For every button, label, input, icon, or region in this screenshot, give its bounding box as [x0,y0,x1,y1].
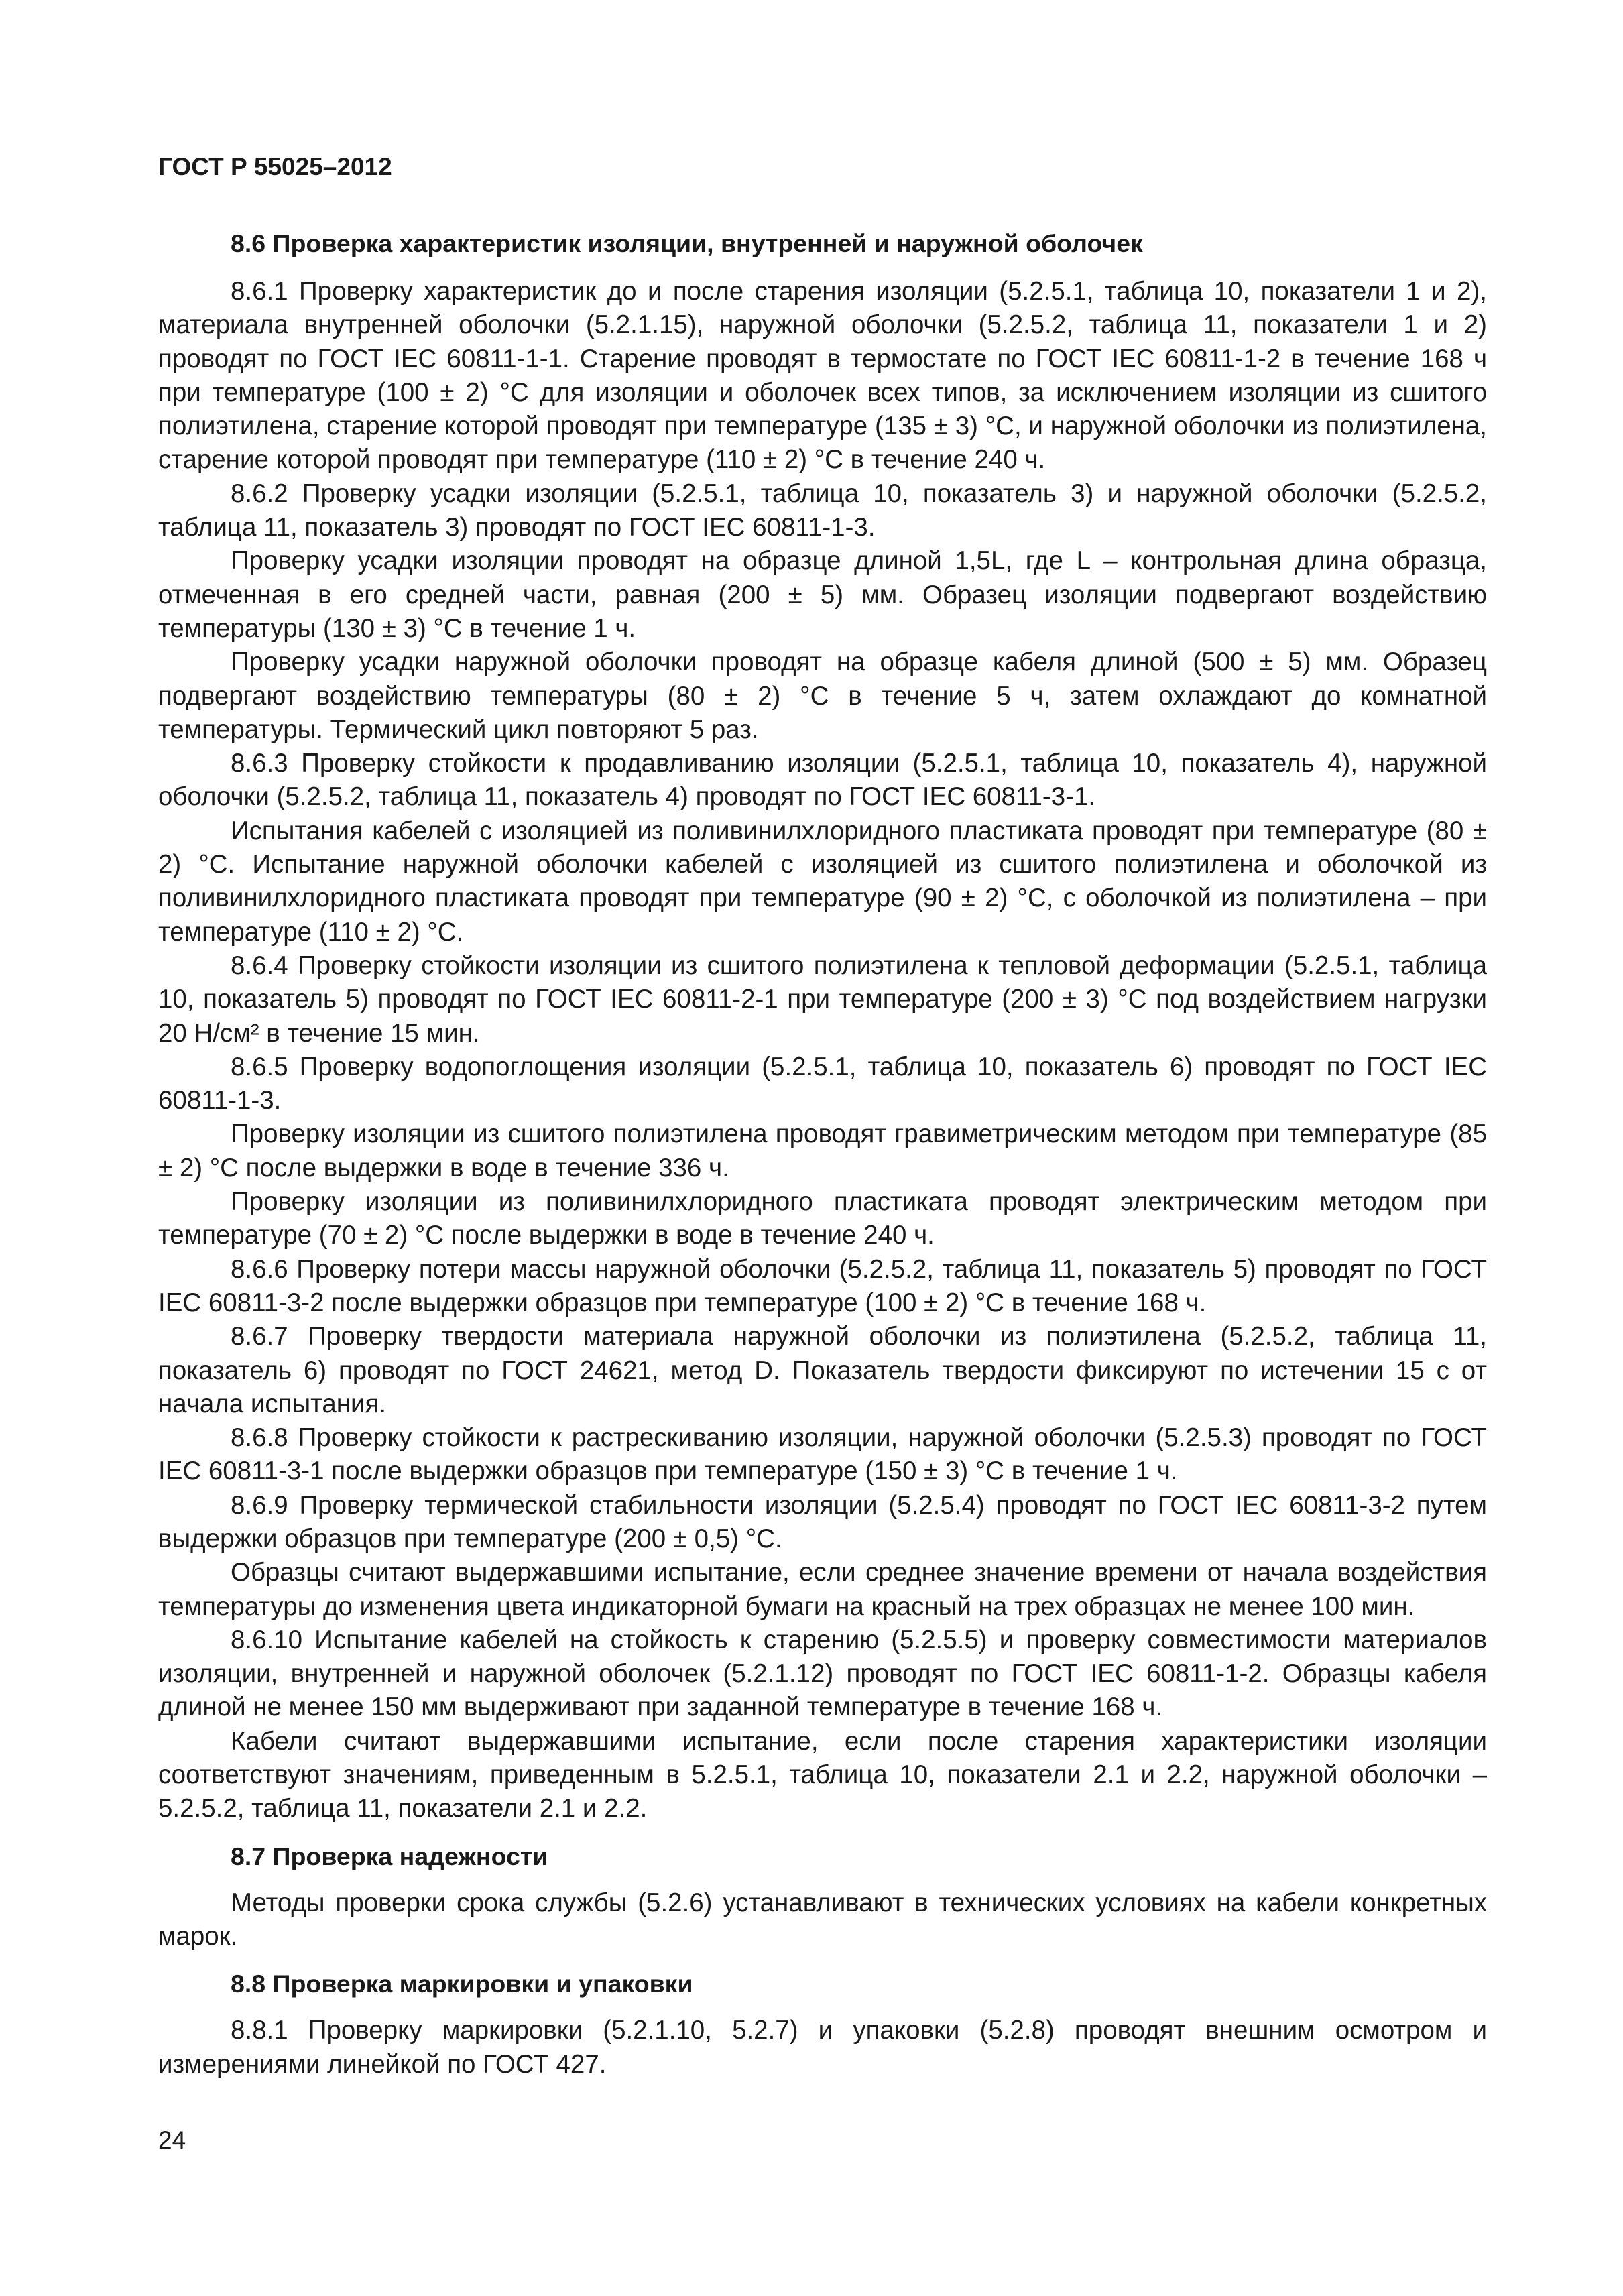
section-heading-8-6: 8.6 Проверка характеристик изоляции, внутренней и наружной оболочек [231,229,1143,257]
section-heading-8-7: 8.7 Проверка надежности [231,1841,548,1870]
paragraph-8-8-1: 8.8.1 Проверку маркировки (5.2.1.10, 5.2.7) и упаковки (5.2.8) проводят внешним осмотром и измерениями линейкой по ГОСТ 427. [158,2016,1487,2079]
paragraph-8-6-4: 8.6.4 Проверку стойкости изоляции из сшитого полиэтилена к тепловой деформации (5.2.5.1, таблица 10, показатель 5) проводят по ГОСТ IEC 60811-2-1 при температуре (200 ± 3) °С под воздействием нагрузки 20 Н/см² в течение 15 мин. [158,951,1487,1048]
paragraph-8-6-3: 8.6.3 Проверку стойкости к продавливанию изоляции (5.2.5.1, таблица 10, показатель 4), наружной оболочки (5.2.5.2, таблица 11, показатель 4) проводят по ГОСТ IEC 60811-3-1. [158,749,1487,812]
paragraph-8-6-6: 8.6.6 Проверку потери массы наружной оболочки (5.2.5.2, таблица 11, показатель 5) проводят по ГОСТ IEC 60811-3-2 после выдержки образцов при температуре (100 ± 2) °С в течение 168 ч. [158,1254,1487,1317]
paragraph-8-6-9: 8.6.9 Проверку термической стабильности изоляции (5.2.5.4) проводят по ГОСТ IEC 60811-3-2 путем выдержки образцов при температуре (200 ± 0,5) °С. [158,1490,1487,1553]
paragraph-8-7: Методы проверки срока службы (5.2.6) устанавливают в технических условиях на кабели конкретных марок. [158,1888,1487,1951]
paragraph-8-6-5-xlpe: Проверку изоляции из сшитого полиэтилена проводят гравиметрическим методом при температуре (85 ± 2) °С после выдержки в воде в течение 336 ч. [158,1120,1487,1183]
paragraph-8-6-9-criteria: Образцы считают выдержавшими испытание, если среднее значение времени от начала воздействия температуры до изменения цвета индикаторной бумаги на красный на трех образцах не менее 100 мин. [158,1558,1487,1621]
paragraph-8-6-1: 8.6.1 Проверку характеристик до и после старения изоляции (5.2.5.1, таблица 10, показатели 1 и 2), материала внутренней оболочки (5.2.1.15), наружной оболочки (5.2.5.2, таблица 11, показатели 1 и 2) проводят по ГОСТ IEC 60811-1-1. Старение проводят в термостате по ГОСТ IEC 60811-1-2 в течение 168 ч при температуре (100 ± 2) °С для изоляции и оболочек всех типов, за исключением изоляции из сшитого полиэтилена, старение которой проводят при температуре (135 ± 3) °С, и наружной оболочки из полиэтилена, старение которой проводят при температуре (110 ± 2) °С в течение 240 ч. [158,277,1487,475]
section-heading-8-8: 8.8 Проверка маркировки и упаковки [231,1970,693,1998]
paragraph-8-6-7: 8.6.7 Проверку твердости материала наружной оболочки из полиэтилена (5.2.5.2, таблица 11, показатель 6) проводят по ГОСТ 24621, метод D. Показатель твердости фиксируют по истечении 15 с от начала испытания. [158,1322,1487,1418]
paragraph-8-6-5-pvc: Проверку изоляции из поливинилхлоридного пластиката проводят электрическим методом при температуре (70 ± 2) °С после выдержки в воде в течение 240 ч. [158,1187,1487,1250]
paragraph-8-6-10: 8.6.10 Испытание кабелей на стойкость к старению (5.2.5.5) и проверку совместимости материалов изоляции, внутренней и наружной оболочек (5.2.1.12) проводят по ГОСТ IEC 60811-1-2. Образцы кабеля длиной не менее 150 мм выдерживают при заданной температуре в течение 168 ч. [158,1625,1487,1722]
paragraph-8-6-10-criteria: Кабели считают выдержавшими испытание, если после старения характеристики изоляции соответствуют значениям, приведенным в 5.2.5.1, таблица 10, показатели 2.1 и 2.2, наружной оболочки – 5.2.5.2, таблица 11, показатели 2.1 и 2.2. [158,1726,1487,1823]
paragraph-8-6-2-sheath: Проверку усадки наружной оболочки проводят на образце кабеля длиной (500 ± 5) мм. Образец подвергают воздействию температуры (80 ± 2) °С в течение 5 ч, затем охлаждают до комнатной температуры. Термический цикл повторяют 5 раз. [158,648,1487,744]
paragraph-8-6-2: 8.6.2 Проверку усадки изоляции (5.2.5.1, таблица 10, показатель 3) и наружной оболочки (5.2.5.2, таблица 11, показатель 3) проводят по ГОСТ IEC 60811-1-3. [158,479,1487,542]
paragraph-8-6-5: 8.6.5 Проверку водопоглощения изоляции (5.2.5.1, таблица 10, показатель 6) проводят по ГОСТ IEC 60811-1-3. [158,1052,1487,1115]
page-number: 24 [158,2126,186,2154]
document-body [158,227,1487,2081]
paragraph-8-6-2-insulation: Проверку усадки изоляции проводят на образце длиной 1,5L, где L – контрольная длина образца, отмеченная в его средней части, равная (200 ± 5) мм. Образец изоляции подвергают воздействию температуры (130 ± 3) °С в течение 1 ч. [158,546,1487,643]
document-header: ГОСТ Р 55025–2012 [158,153,392,180]
paragraph-8-6-3-pvc: Испытания кабелей с изоляцией из поливинилхлоридного пластиката проводят при температуре (80 ± 2) °С. Испытание наружной оболочки кабелей с изоляцией из сшитого полиэтилена и оболочкой из поливинилхлоридного пластиката проводят при температуре (90 ± 2) °С, с оболочкой из полиэтилена – при температуре (110 ± 2) °С. [158,816,1487,947]
paragraph-8-6-8: 8.6.8 Проверку стойкости к растрескиванию изоляции, наружной оболочки (5.2.5.3) проводят по ГОСТ IEC 60811-3-1 после выдержки образцов при температуре (150 ± 3) °С в течение 1 ч. [158,1423,1487,1486]
